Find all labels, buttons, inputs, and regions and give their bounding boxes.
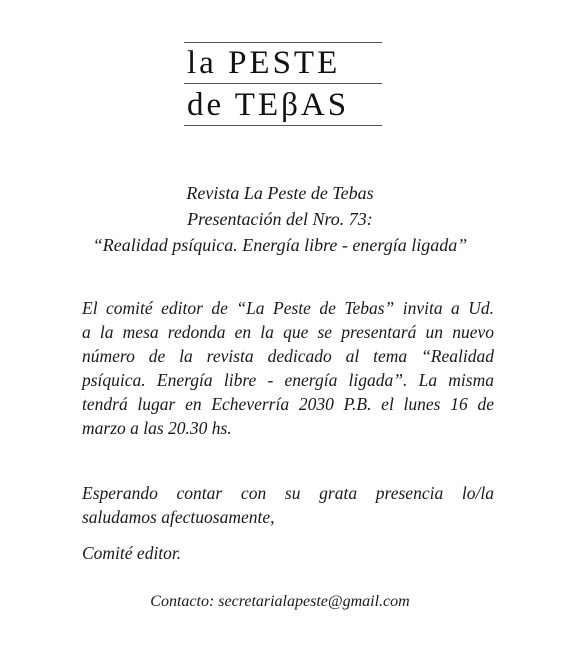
journal-logo	[184, 42, 382, 126]
logo-bottom-rule	[184, 125, 382, 126]
logo-top-rule	[184, 42, 382, 43]
closing-line: Esperando contar con su grata presencia lo/la	[82, 483, 494, 503]
logo-middle-rule	[184, 83, 382, 84]
logo-line-1: la PESTE	[187, 45, 341, 81]
invitation-paragraph	[82, 296, 494, 440]
heading-issue-number: Presentación del Nro. 73:	[187, 209, 373, 229]
invitation-heading	[60, 180, 500, 258]
paragraph-line: marzo a las 20.30 hs.	[82, 418, 232, 438]
paragraph-line: a la mesa redonda en la que se presentará un nuevo	[82, 322, 494, 342]
paragraph-line: número de la revista dedicado al tema “Realidad	[82, 346, 494, 366]
paragraph-line: psíquica. Energía libre - energía ligada”. La misma	[82, 370, 494, 390]
contact-line: Contacto: secretarialapeste@gmail.com	[150, 593, 410, 610]
signature: Comité editor.	[82, 543, 182, 563]
paragraph-line: tendrá lugar en Echeverría 2030 P.B. el lunes 16 de	[82, 394, 494, 414]
paragraph-line: El comité editor de “La Peste de Tebas” invita a Ud.	[82, 298, 494, 318]
closing-paragraph	[82, 481, 494, 529]
closing-line: saludamos afectuosamente,	[82, 507, 275, 527]
heading-journal-name: Revista La Peste de Tebas	[186, 183, 374, 203]
logo-line-2: de TEβAS	[187, 87, 350, 123]
heading-issue-title: “Realidad psíquica. Energía libre - energía ligada”	[92, 235, 468, 255]
